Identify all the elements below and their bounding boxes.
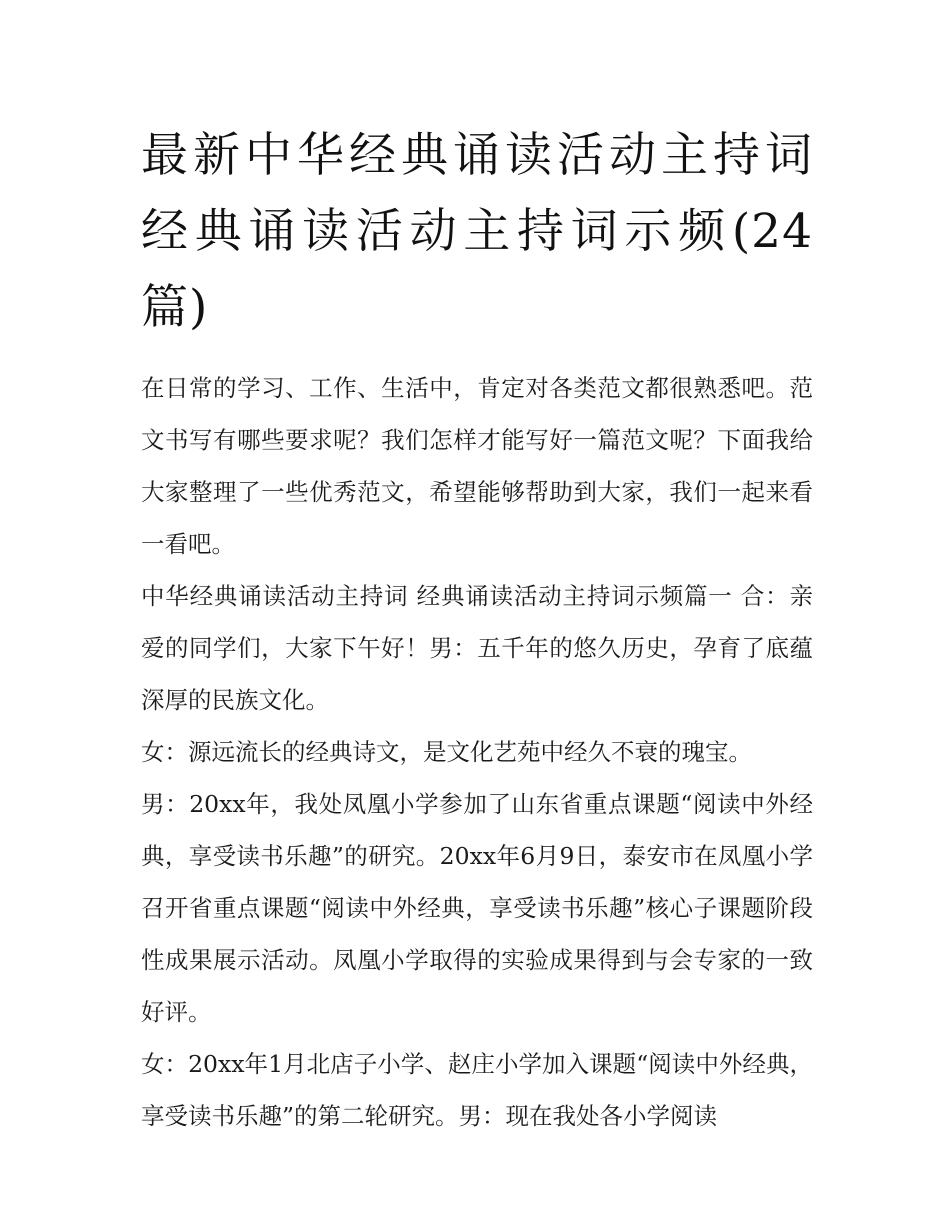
paragraph-section-one-opening: 中华经典诵读活动主持词 经典诵读活动主持词示频篇一 合：亲爱的同学们，大家下午好！男：五千年的悠久历史，孕育了底蕴深厚的民族文化。 (141, 582, 813, 714)
document-content (141, 118, 813, 1142)
paragraph-female-line-2: 女：20xx年1月北店子小学、赵庄小学加入课题“阅读中外经典，享受读书乐趣”的第二轮研究。男：现在我处各小学阅读 (141, 1050, 813, 1130)
paragraph-male-line-1: 男：20xx年，我处凤凰小学参加了山东省重点课题“阅读中外经典，享受读书乐趣”的研究。20xx年6月9日，泰安市在凤凰小学召开省重点课题“阅读中外经典，享受读书乐趣”核心子课题阶段性成果展示活动。凤凰小学取得的实验成果得到与会专家的一致好评。 (141, 790, 813, 1026)
document-title: 最新中华经典诵读活动主持词 经典诵读活动主持词示频(24篇) (141, 128, 813, 335)
paragraph-female-line-1: 女：源远流长的经典诗文，是文化艺苑中经久不衰的瑰宝。 (141, 738, 752, 766)
document-body (141, 362, 813, 1142)
paragraph-intro: 在日常的学习、工作、生活中，肯定对各类范文都很熟悉吧。范文书写有哪些要求呢？我们怎样才能写好一篇范文呢？下面我给大家整理了一些优秀范文，希望能够帮助到大家，我们一起来看一看吧。 (141, 374, 813, 558)
